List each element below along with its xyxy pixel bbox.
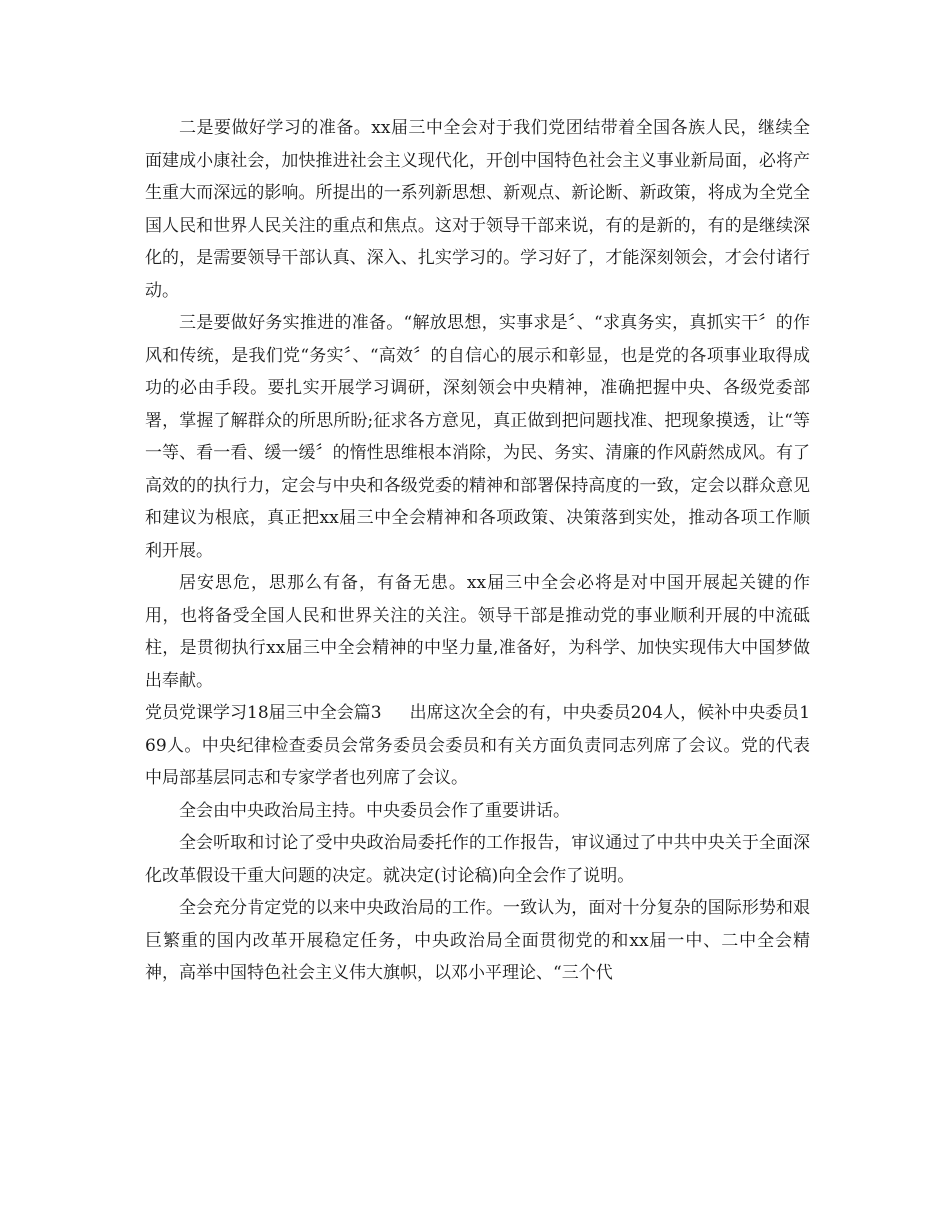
document-body — [145, 112, 810, 990]
paragraph-study-preparation: 二是要做好学习的准备。xx届三中全会对于我们党团结带着全国各族人民，继续全面建成小康社会，加快推进社会主义现代化，开创中国特色社会主义事业新局面，必将产生重大而深远的影响。所提出的一系列新思想、新观点、新论断、新政策，将成为全党全国人民和世界人民关注的重点和焦点。这对于领导干部来说，有的是新的，有的是继续深化的，是需要领导干部认真、深入、扎实学习的。学习好了，才能深刻领会，才会付诸行动。 — [145, 118, 810, 301]
paragraph-plenum-host: 全会由中央政治局主持。中央委员会作了重要讲话。 — [179, 800, 570, 821]
paragraph-plenum-affirmation: 全会充分肯定党的以来中央政治局的工作。一致认为，面对十分复杂的国际形势和艰巨繁重的国内改革开展稳定任务，中央政治局全面贯彻党的和xx届一中、二中全会精神，高举中国特色社会主义伟大旗帜，以邓小平理论、“三个代 — [145, 898, 810, 983]
paragraph-be-prepared: 居安思危，思那么有备，有备无患。xx届三中全会必将是对中国开展起关键的作用，也将备受全国人民和世界关注的关注。领导干部是推动党的事业顺利开展的中流砥柱，是贯彻执行xx届三中全会精神的中坚力量,准备好，为科学、加快实现伟大中国梦做出奉献。 — [145, 573, 810, 691]
section-3-text: 出席这次全会的有，中央委员204人，候补中央委员169人。中央纪律检查委员会常务委员会委员和有关方面负责同志列席了会议。党的代表中局部基层同志和专家学者也列席了会议。 — [145, 703, 811, 788]
paragraph-practical-preparation: 三是要做好务实推进的准备。“解放思想，实事求是〞、“求真务实，真抓实干〞的作风和传统，是我们党“务实〞、“高效〞的自信心的展示和彰显，也是党的各项事业取得成功的必由手段。要扎实开展学习调研，深刻领会中央精神，准确把握中央、各级党委部署，掌握了解群众的所思所盼;征求各方意见，真正做到把问题找准、把现象摸透，让“等一等、看一看、缓一缓〞的惰性思维根本消除，为民、务实、清廉的作风蔚然成风。有了高效的的执行力，定会与中央和各级党委的精神和部署保持高度的一致，定会以群众意见和建议为根底，真正把xx届三中全会精神和各项政策、决策落到实处，推动各项工作顺利开展。 — [145, 313, 810, 561]
paragraph-plenum-report: 全会听取和讨论了受中央政治局委托作的工作报告，审议通过了中共中央关于全面深化改革假设干重大问题的决定。就决定(讨论稿)向全会作了说明。 — [145, 833, 810, 886]
paragraph-section-3 — [145, 697, 810, 795]
section-heading: 党员党课学习18届三中全会篇3 — [145, 703, 382, 723]
